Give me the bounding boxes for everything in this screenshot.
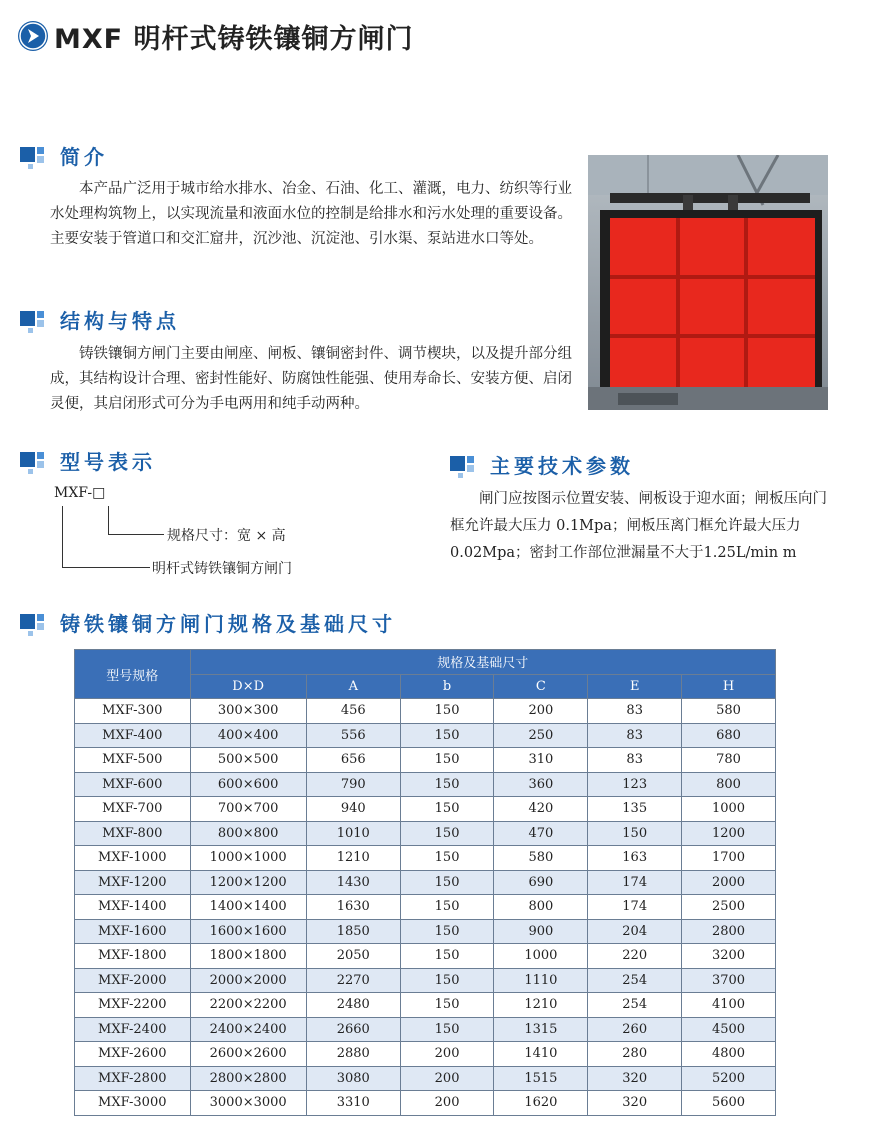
table-cell: 150 — [400, 846, 494, 871]
connector-line — [62, 567, 150, 568]
connector-line — [62, 506, 63, 568]
table-row — [75, 748, 776, 773]
table-body — [75, 699, 776, 1116]
table-cell: 1200 — [682, 821, 776, 846]
table-cell: 3200 — [682, 944, 776, 969]
section-heading-text: 主要技术参数 — [490, 454, 634, 478]
table-cell: 1000 — [682, 797, 776, 822]
table-cell: 320 — [588, 1091, 682, 1116]
table-cell: 150 — [400, 968, 494, 993]
model-cell: MXF-300 — [75, 699, 191, 724]
table-cell: 150 — [400, 699, 494, 724]
table-cell: 780 — [682, 748, 776, 773]
model-cell: MXF-1200 — [75, 870, 191, 895]
table-cell: 150 — [400, 944, 494, 969]
table-row — [75, 797, 776, 822]
table-cell: 3080 — [306, 1066, 400, 1091]
table-cell: 1600×1600 — [190, 919, 306, 944]
table-cell: 310 — [494, 748, 588, 773]
table-row — [75, 1017, 776, 1042]
table-cell: 2200×2200 — [190, 993, 306, 1018]
table-cell: 1210 — [494, 993, 588, 1018]
table-row — [75, 895, 776, 920]
params-paragraph: 闸门应按图示位置安装、闸板设于迎水面；闸板压向门框允许最大压力 0.1Mpa；闸板压离门框允许最大压力 0.02Mpa；密封工作部位泄漏量不大于1.25L/min m — [450, 491, 827, 561]
table-cell: 2600×2600 — [190, 1042, 306, 1067]
table-cell: 150 — [400, 748, 494, 773]
table-cell: 2880 — [306, 1042, 400, 1067]
model-cell: MXF-700 — [75, 797, 191, 822]
table-cell: 174 — [588, 870, 682, 895]
table-cell: 200 — [400, 1091, 494, 1116]
table-cell: 2050 — [306, 944, 400, 969]
model-cell: MXF-1800 — [75, 944, 191, 969]
section-heading-intro — [20, 141, 108, 170]
table-cell: 2660 — [306, 1017, 400, 1042]
table-cell: 2400×2400 — [190, 1017, 306, 1042]
table-cell: 250 — [494, 723, 588, 748]
table-cell: 1000 — [494, 944, 588, 969]
table-cell: 2800×2800 — [190, 1066, 306, 1091]
table-cell: 790 — [306, 772, 400, 797]
table-cell: 1210 — [306, 846, 400, 871]
table-cell: 150 — [400, 1017, 494, 1042]
table-cell: 1800×1800 — [190, 944, 306, 969]
table-cell: 200 — [494, 699, 588, 724]
table-cell: 150 — [400, 993, 494, 1018]
column-header: C — [494, 674, 588, 699]
table-cell: 1010 — [306, 821, 400, 846]
table-cell: 1515 — [494, 1066, 588, 1091]
table-row — [75, 846, 776, 871]
squares-icon — [20, 308, 48, 332]
section-heading-text: 型号表示 — [60, 450, 156, 474]
table-cell: 420 — [494, 797, 588, 822]
arrow-badge-icon — [18, 21, 48, 51]
table-cell: 556 — [306, 723, 400, 748]
table-cell: 2480 — [306, 993, 400, 1018]
table-cell: 200 — [400, 1042, 494, 1067]
table-cell: 150 — [400, 772, 494, 797]
table-cell: 1850 — [306, 919, 400, 944]
table-cell: 254 — [588, 993, 682, 1018]
table-cell: 150 — [588, 821, 682, 846]
model-box: □ — [92, 485, 106, 501]
table-row — [75, 772, 776, 797]
table-cell: 700×700 — [190, 797, 306, 822]
table-cell: 1315 — [494, 1017, 588, 1042]
table-cell: 3700 — [682, 968, 776, 993]
table-cell: 163 — [588, 846, 682, 871]
table-cell: 656 — [306, 748, 400, 773]
section-heading-text: 结构与特点 — [60, 309, 180, 333]
table-cell: 150 — [400, 870, 494, 895]
model-cell: MXF-2800 — [75, 1066, 191, 1091]
model-cell: MXF-1000 — [75, 846, 191, 871]
spec-table — [74, 649, 776, 1116]
table-cell: 800 — [494, 895, 588, 920]
squares-icon — [20, 449, 48, 473]
table-cell: 320 — [588, 1066, 682, 1091]
section-heading-table — [20, 608, 396, 637]
table-cell: 1430 — [306, 870, 400, 895]
table-row — [75, 723, 776, 748]
section-heading-params — [450, 450, 634, 479]
table-cell: 2270 — [306, 968, 400, 993]
table-row — [75, 993, 776, 1018]
table-cell: 254 — [588, 968, 682, 993]
table-cell: 1700 — [682, 846, 776, 871]
table-cell: 150 — [400, 895, 494, 920]
model-cell: MXF-600 — [75, 772, 191, 797]
model-cell: MXF-3000 — [75, 1091, 191, 1116]
table-cell: 123 — [588, 772, 682, 797]
table-cell: 1110 — [494, 968, 588, 993]
column-header: E — [588, 674, 682, 699]
group-header: 规格及基础尺寸 — [190, 650, 775, 675]
table-cell: 83 — [588, 748, 682, 773]
table-row — [75, 1066, 776, 1091]
squares-icon — [20, 611, 48, 635]
table-cell: 500×500 — [190, 748, 306, 773]
column-header: A — [306, 674, 400, 699]
model-cell: MXF-500 — [75, 748, 191, 773]
table-cell: 5200 — [682, 1066, 776, 1091]
section-heading-text: 简介 — [60, 145, 108, 169]
column-header: H — [682, 674, 776, 699]
table-cell: 3000×3000 — [190, 1091, 306, 1116]
model-cell: MXF-2200 — [75, 993, 191, 1018]
table-cell: 400×400 — [190, 723, 306, 748]
table-cell: 2500 — [682, 895, 776, 920]
model-cell: MXF-2600 — [75, 1042, 191, 1067]
table-cell: 150 — [400, 797, 494, 822]
section-heading-model — [20, 446, 156, 475]
table-row — [75, 968, 776, 993]
title-text: MXF 明杆式铸铁镶铜方闸门 — [54, 23, 414, 55]
table-cell: 2000×2000 — [190, 968, 306, 993]
intro-paragraph: 本产品广泛用于城市给水排水、冶金、石油、化工、灌溉，电力、纺织等行业水处理构筑物上，以实现流量和液面水位的控制是给排水和污水处理的重要设备。主要安装于管道口和交汇窟井，沉沙池、沉淀池、引水渠、泵站进水口等处。 — [50, 181, 572, 247]
column-header: b — [400, 674, 494, 699]
table-cell: 300×300 — [190, 699, 306, 724]
table-cell: 690 — [494, 870, 588, 895]
squares-icon — [450, 453, 478, 477]
table-cell: 1410 — [494, 1042, 588, 1067]
table-cell: 150 — [400, 723, 494, 748]
column-header: D×D — [190, 674, 306, 699]
model-code — [54, 485, 105, 501]
table-cell: 150 — [400, 821, 494, 846]
connector-line — [108, 534, 164, 535]
model-size-label: 规格尺寸：宽 × 高 — [167, 528, 286, 544]
section-heading-text: 铸铁镶铜方闸门规格及基础尺寸 — [60, 612, 396, 636]
table-cell: 174 — [588, 895, 682, 920]
table-cell: 135 — [588, 797, 682, 822]
model-prefix: MXF- — [54, 485, 93, 501]
table-cell: 1000×1000 — [190, 846, 306, 871]
table-cell: 2000 — [682, 870, 776, 895]
table-row — [75, 1091, 776, 1116]
model-cell: MXF-1400 — [75, 895, 191, 920]
table-cell: 4800 — [682, 1042, 776, 1067]
table-cell: 2800 — [682, 919, 776, 944]
table-row — [75, 870, 776, 895]
table-cell: 5600 — [682, 1091, 776, 1116]
table-cell: 456 — [306, 699, 400, 724]
table-cell: 600×600 — [190, 772, 306, 797]
model-cell: MXF-800 — [75, 821, 191, 846]
table-cell: 200 — [400, 1066, 494, 1091]
structure-paragraph: 铸铁镶铜方闸门主要由闸座、闸板、镶铜密封件、调节楔块，以及提升部分组成，其结构设计合理、密封性能好、防腐蚀性能强、使用寿命长、安装方便、启闭灵便，其启闭形式可分为手电两用和纯手动两种。 — [50, 346, 572, 412]
table-cell: 204 — [588, 919, 682, 944]
table-cell: 260 — [588, 1017, 682, 1042]
connector-line — [108, 506, 109, 535]
table-cell: 680 — [682, 723, 776, 748]
table-cell: 1400×1400 — [190, 895, 306, 920]
table-row — [75, 944, 776, 969]
table-cell: 83 — [588, 723, 682, 748]
table-row — [75, 1042, 776, 1067]
table-cell: 4500 — [682, 1017, 776, 1042]
table-cell: 900 — [494, 919, 588, 944]
table-cell: 800×800 — [190, 821, 306, 846]
table-cell: 800 — [682, 772, 776, 797]
model-column-header: 型号规格 — [75, 650, 191, 699]
table-cell: 1630 — [306, 895, 400, 920]
model-cell: MXF-400 — [75, 723, 191, 748]
table-cell: 1620 — [494, 1091, 588, 1116]
table-row — [75, 919, 776, 944]
table-row — [75, 699, 776, 724]
table-cell: 4100 — [682, 993, 776, 1018]
table-cell: 580 — [494, 846, 588, 871]
table-cell: 1200×1200 — [190, 870, 306, 895]
table-cell: 220 — [588, 944, 682, 969]
model-cell: MXF-2400 — [75, 1017, 191, 1042]
squares-icon — [20, 144, 48, 168]
section-heading-structure — [20, 305, 180, 334]
table-row — [75, 821, 776, 846]
model-type-label: 明杆式铸铁镶铜方闸门 — [152, 561, 292, 577]
table-cell: 470 — [494, 821, 588, 846]
table-cell: 3310 — [306, 1091, 400, 1116]
table-cell: 360 — [494, 772, 588, 797]
table-cell: 940 — [306, 797, 400, 822]
model-cell: MXF-2000 — [75, 968, 191, 993]
table-cell: 150 — [400, 919, 494, 944]
table-cell: 83 — [588, 699, 682, 724]
page-title — [18, 18, 414, 54]
table-cell: 280 — [588, 1042, 682, 1067]
product-photo — [588, 155, 828, 410]
model-cell: MXF-1600 — [75, 919, 191, 944]
table-cell: 580 — [682, 699, 776, 724]
